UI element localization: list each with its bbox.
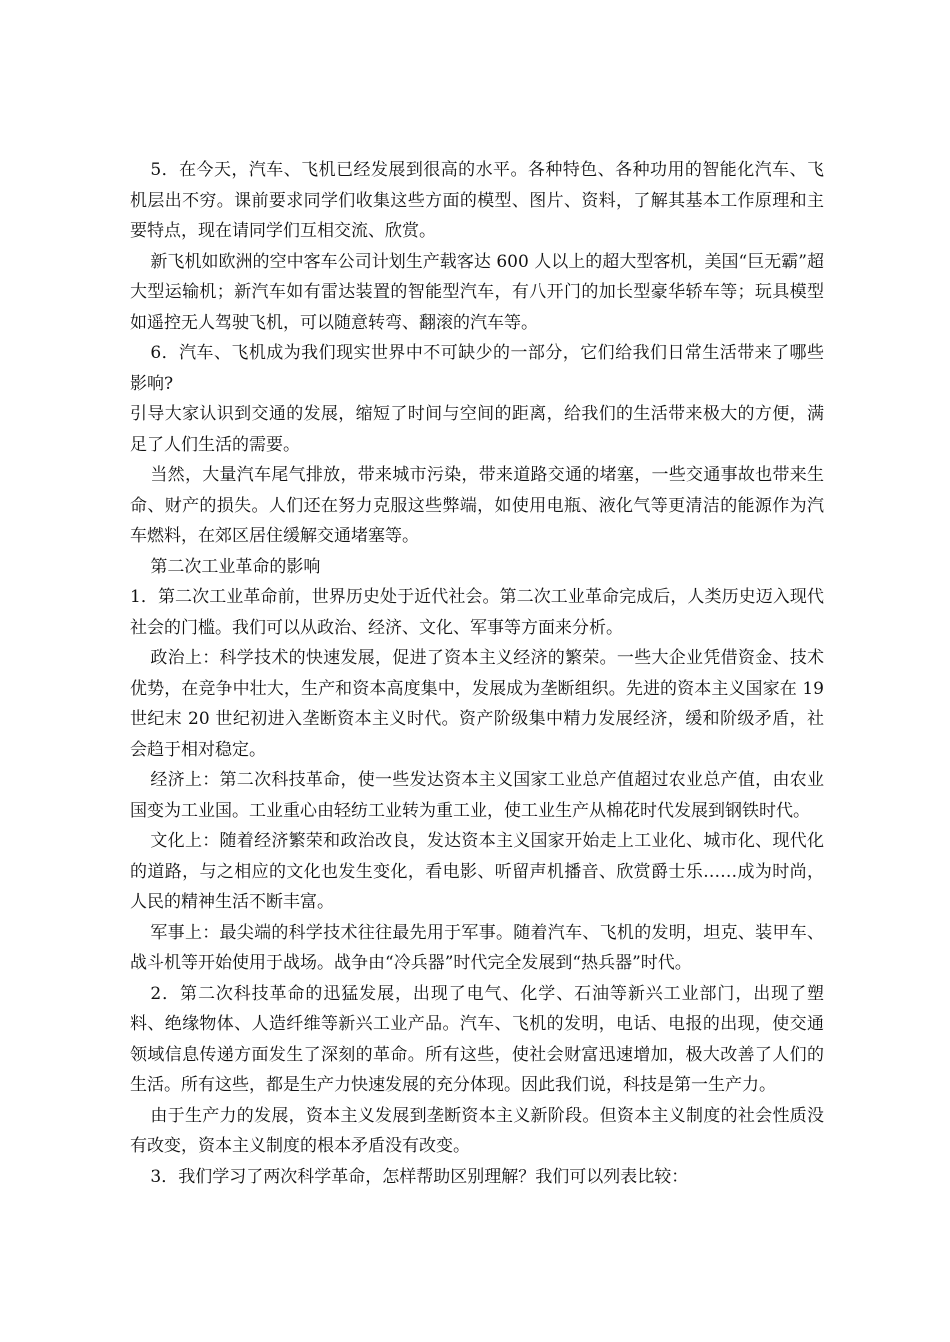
document-body	[130, 155, 824, 1192]
section-heading: 第二次工业革命的影响	[150, 556, 321, 577]
paragraph-2: 新飞机如欧洲的空中客车公司计划生产载客达 600 人以上的超大型客机，美国“巨无霸”超大型运输机；新汽车如有雷达装置的智能型汽车，有八开门的加长型豪华轿车等；玩具模型如遥控无人驾驶飞机，可以随意转弯、翻滚的汽车等。	[130, 251, 824, 333]
paragraph-1: 5．在今天，汽车、飞机已经发展到很高的水平。各种特色、各种功用的智能化汽车、飞机层出不穷。课前要求同学们收集这些方面的模型、图片、资料，了解其基本工作原理和主要特点，现在请同学们互相交流、欣赏。	[130, 160, 824, 241]
paragraph-11: 军事上：最尖端的科学技术往往最先用于军事。随着汽车、飞机的发明，坦克、装甲车、战斗机等开始使用于战场。战争由“冷兵器”时代完全发展到“热兵器”时代。	[130, 922, 824, 973]
paragraph-13: 由于生产力的发展，资本主义发展到垄断资本主义新阶段。但资本主义制度的社会性质没有改变，资本主义制度的根本矛盾没有改变。	[130, 1105, 824, 1156]
paragraph-5: 当然，大量汽车尾气排放，带来城市污染，带来道路交通的堵塞，一些交通事故也带来生命、财产的损失。人们还在努力克服这些弊端，如使用电瓶、液化气等更清洁的能源作为汽车燃料，在郊区居住缓解交通堵塞等。	[130, 465, 824, 546]
paragraph-8: 政治上：科学技术的快速发展，促进了资本主义经济的繁荣。一些大企业凭借资金、技术优势，在竞争中壮大，生产和资本高度集中，发展成为垄断组织。先进的资本主义国家在 19 世纪末 20 世纪初进入垄断资本主义时代。资产阶级集中精力发展经济，缓和阶级矛盾，社会趋于相对稳定。	[130, 648, 824, 760]
paragraph-12: 2．第二次科技革命的迅猛发展，出现了电气、化学、石油等新兴工业部门，出现了塑料、绝缘物体、人造纤维等新兴工业产品。汽车、飞机的发明，电话、电报的出现，使交通领域信息传递方面发生了深刻的革命。所有这些，使社会财富迅速增加，极大改善了人们的生活。所有这些，都是生产力快速发展的充分体现。因此我们说，科技是第一生产力。	[130, 983, 824, 1095]
paragraph-3: 6．汽车、飞机成为我们现实世界中不可缺少的一部分，它们给我们日常生活带来了哪些影响?	[130, 343, 824, 394]
paragraph-14: 3．我们学习了两次科学革命，怎样帮助区别理解？我们可以列表比较：	[150, 1166, 689, 1187]
paragraph-10: 文化上：随着经济繁荣和政治改良，发达资本主义国家开始走上工业化、城市化、现代化的道路，与之相应的文化也发生变化，看电影、听留声机播音、欣赏爵士乐……成为时尚，人民的精神生活不断丰富。	[130, 831, 824, 912]
paragraph-7: 1．第二次工业革命前，世界历史处于近代社会。第二次工业革命完成后，人类历史迈入现代社会的门槛。我们可以从政治、经济、文化、军事等方面来分析。	[130, 587, 824, 638]
paragraph-9: 经济上：第二次科技革命，使一些发达资本主义国家工业总产值超过农业总产值，由农业国变为工业国。工业重心由轻纺工业转为重工业，使工业生产从棉花时代发展到钢铁时代。	[130, 770, 824, 821]
paragraph-4: 引导大家认识到交通的发展，缩短了时间与空间的距离，给我们的生活带来极大的方便，满足了人们生活的需要。	[130, 404, 824, 455]
